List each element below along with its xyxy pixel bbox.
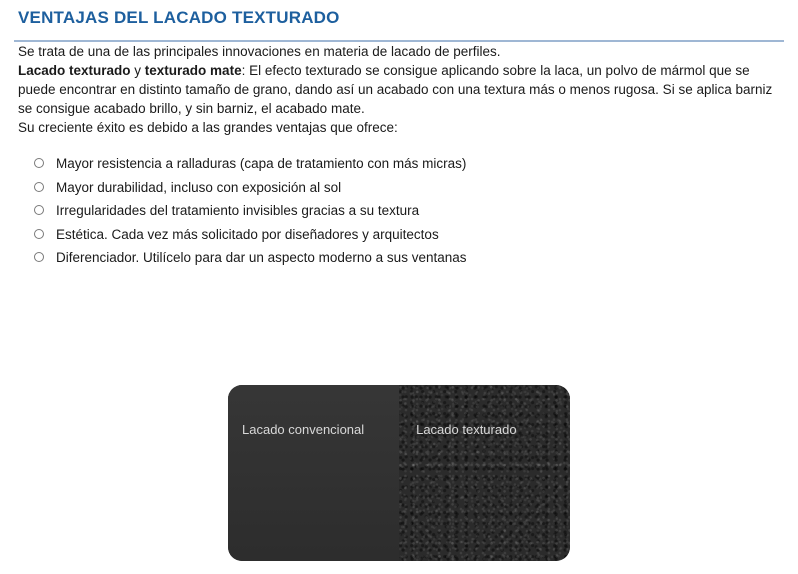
bullet-circle-icon: [34, 205, 44, 215]
list-item: [34, 226, 778, 243]
textured-finish-label: Lacado texturado: [416, 422, 517, 437]
conjunction-text: y: [130, 63, 145, 78]
list-item-label: Estética. Cada vez más solicitado por diseñadores y arquitectos: [56, 226, 439, 242]
list-item: [34, 202, 778, 219]
list-item-label: Irregularidades del tratamiento invisibles gracias a su textura: [56, 203, 420, 218]
conventional-finish-label: Lacado convencional: [242, 422, 365, 437]
list-item-label: Diferenciador. Utilícelo para dar un aspecto moderno a sus ventanas: [56, 250, 467, 265]
list-item-label: Mayor durabilidad, incluso con exposición al sol: [56, 179, 342, 195]
list-item-label: Mayor resistencia a ralladuras (capa de tratamiento con más micras): [56, 156, 467, 171]
advantages-list: [18, 155, 778, 266]
sample-panel: [228, 385, 570, 561]
textured-finish-half: [399, 385, 570, 561]
term-lacado-texturado: Lacado texturado: [18, 63, 131, 78]
page-title: VENTAJAS DEL LACADO TEXTURADO: [18, 8, 340, 27]
intro-paragraph: Se trata de una de las principales innovaciones en materia de lacado de perfiles.: [18, 44, 501, 59]
list-item: [34, 249, 778, 266]
term-texturado-mate: texturado mate: [144, 63, 242, 78]
bullet-circle-icon: [34, 252, 44, 262]
list-item: [34, 155, 778, 172]
definition-text: : El efecto texturado se consigue aplicando sobre la laca, un polvo de mármol que se puede encontrar en distinto tamaño de grano, dando así un acabado con una textura más o menos rugosa. Si se aplica barniz se consigue acabado brillo, y sin barniz, el acabado mate.: [18, 63, 773, 116]
page-header: [0, 0, 798, 34]
finish-comparison-figure: [228, 385, 570, 561]
conventional-finish-half: [228, 385, 399, 561]
bullet-circle-icon: [34, 182, 44, 192]
document-body: [0, 42, 798, 266]
lead-in-paragraph: Su creciente éxito es debido a las grandes ventajas que ofrece:: [18, 120, 398, 135]
bullet-circle-icon: [34, 158, 44, 168]
definition-paragraph: [18, 61, 778, 118]
list-item: [34, 179, 778, 196]
bullet-circle-icon: [34, 229, 44, 239]
